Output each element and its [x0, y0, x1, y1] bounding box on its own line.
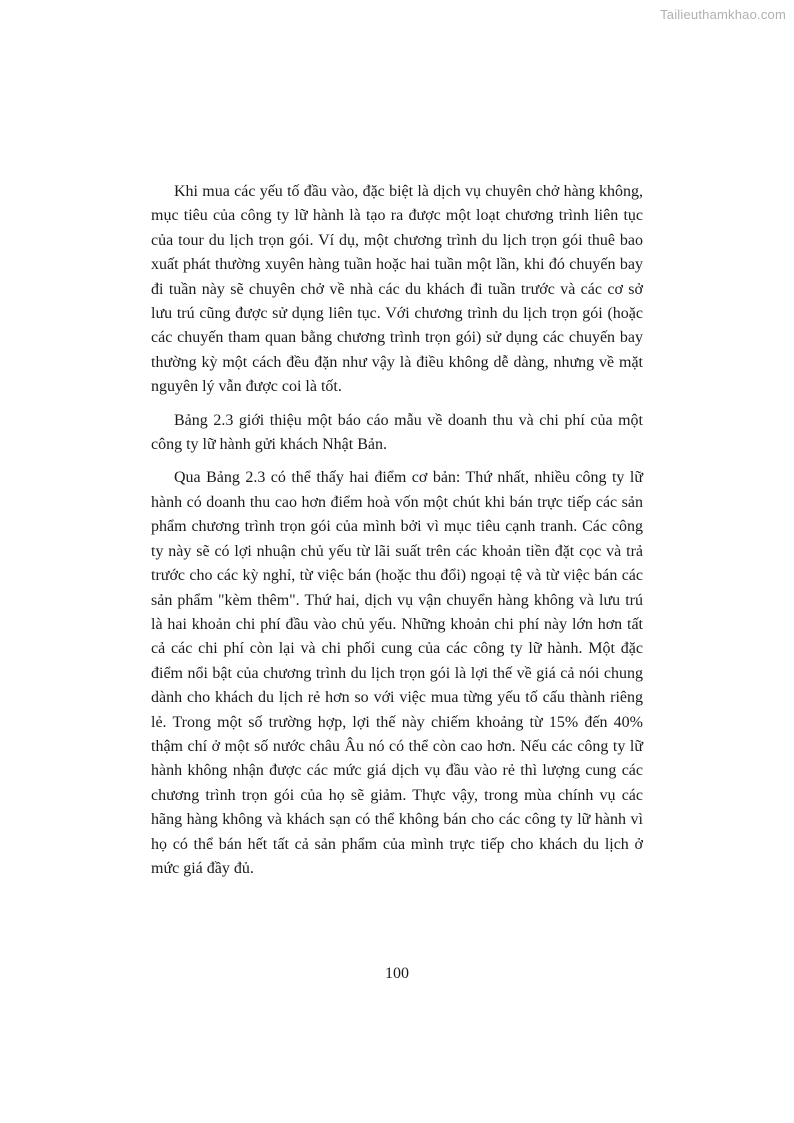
- watermark-text: Tailieuthamkhao.com: [660, 7, 786, 22]
- paragraph-1: Khi mua các yếu tố đầu vào, đặc biệt là dịch vụ chuyên chở hàng không, mục tiêu của công ty lữ hành là tạo ra được một loạt chương trình liên tục của tour du lịch trọn gói. Ví dụ, một chương trình du lịch trọn gói thuê bao xuất phát thường xuyên hàng tuần hoặc hai tuần một lần, khi đó chuyến bay đi tuần này sẽ chuyên chở về nhà các du khách đi tuần trước và các cơ sở lưu trú cũng được sử dụng liên tục. Với chương trình du lịch trọn gói (hoặc các chuyến tham quan bằng chương trình trọn gói) sử dụng các chuyến bay thường kỳ một cách đều đặn như vậy là điều không dễ dàng, nhưng về mặt nguyên lý vẫn được coi là tốt.: [151, 183, 643, 396]
- paragraph-3: Qua Bảng 2.3 có thể thấy hai điểm cơ bản: Thứ nhất, nhiều công ty lữ hành có doanh thu cao hơn điểm hoà vốn một chút khi bán trực tiếp các sản phẩm chương trình trọn gói của mình bởi vì mục tiêu cạnh tranh. Các công ty này sẽ có lợi nhuận chủ yếu từ lãi suất trên các khoản tiền đặt cọc và trả trước cho các kỳ nghỉ, từ việc bán (hoặc thu đổi) ngoại tệ và từ việc bán các sản phẩm "kèm thêm". Thứ hai, dịch vụ vận chuyển hàng không và lưu trú là hai khoản chi phí đầu vào chủ yếu. Những khoản chi phí này lớn hơn tất cả các chi phí còn lại và chi phối cung của các công ty lữ hành. Một đặc điểm nổi bật của chương trình du lịch trọn gói là lợi thế về giá cả nói chung dành cho khách du lịch rẻ hơn so với việc mua từng yếu tố cấu thành riêng lẻ. Trong một số trường hợp, lợi thế này chiếm khoảng từ 15% đến 40% thậm chí ở một số nước châu Âu nó có thể còn cao hơn. Nếu các công ty lữ hành không nhận được các mức giá dịch vụ đầu vào rẻ thì lượng cung các chương trình trọn gói của họ sẽ giảm. Thực vậy, trong mùa chính vụ các hãng hàng không và khách sạn có thể không bán cho các công ty lữ hành vì họ có thể bán hết tất cả sản phẩm của mình trực tiếp cho khách du lịch ở mức giá đầy đủ.: [151, 469, 643, 877]
- paragraph-2: Bảng 2.3 giới thiệu một báo cáo mẫu về doanh thu và chi phí của một công ty lữ hành gửi khách Nhật Bản.: [151, 411, 643, 454]
- document-body: [151, 180, 643, 890]
- page-number: 100: [385, 965, 409, 982]
